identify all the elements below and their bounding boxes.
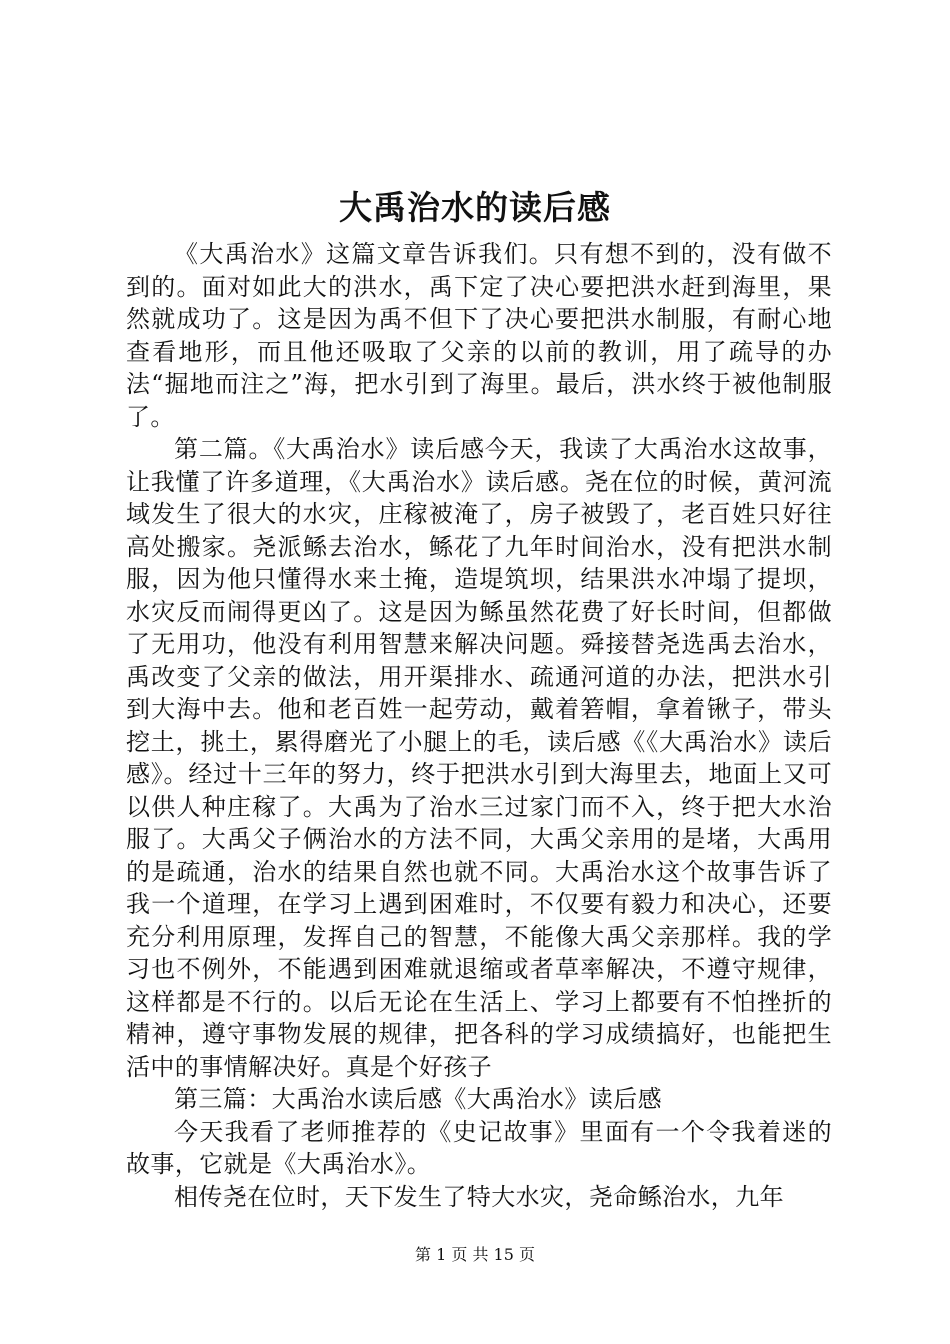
paragraph-3-heading: 第三篇：大禹治水读后感《大禹治水》读后感 [174,1085,662,1113]
document-title: 大禹治水的读后感 [339,188,611,227]
page-footer: 第 1 页 共 15 页 [415,1245,535,1264]
document-body [126,238,832,1213]
paragraph-1: 《大禹治水》这篇文章告诉我们。只有想不到的，没有做不到的。面对如此大的洪水，禹下定了决心要把洪水赶到海里，果然就成功了。这是因为禹不但下了决心要把洪水制服，有耐心地查看地形，而且他还吸取了父亲的以前的教训，用了疏导的办法“掘地而注之”海，把水引到了海里。最后，洪水终于被他制服了。 [126,240,832,431]
paragraph-5: 相传尧在位时，天下发生了特大水灾，尧命鲧治水，九年 [174,1182,784,1211]
paragraph-4: 今天我看了老师推荐的《史记故事》里面有一个令我着迷的故事，它就是《大禹治水》。 [126,1117,832,1178]
paragraph-2: 第二篇。《大禹治水》读后感今天，我读了大禹治水这故事，让我懂了许多道理，《大禹治水》读后感。尧在位的时候，黄河流域发生了很大的水灾，庄稼被淹了，房子被毁了，老百姓只好往高处搬家。尧派鲧去治水，鲧花了九年时间治水，没有把洪水制服，因为他只懂得水来土掩，造堤筑坝，结果洪水冲塌了提坝，水灾反而闹得更凶了。这是因为鲧虽然花费了好长时间，但都做了无用功，他没有利用智慧来解决问题。舜接替尧选禹去治水，禹改变了父亲的做法，用开渠排水、疏通河道的办法，把洪水引到大海中去。他和老百姓一起劳动，戴着箬帽，拿着锹子，带头挖土，挑土，累得磨光了小腿上的毛，读后感《《大禹治水》读后感》。经过十三年的努力，终于把洪水引到大海里去，地面上又可以供人种庄稼了。大禹为了治水三过家门而不入，终于把大水治服了。大禹父子俩治水的方法不同，大禹父亲用的是堵，大禹用的是疏通，治水的结果自然也就不同。大禹治水这个故事告诉了我一个道理，在学习上遇到困难时，不仅要有毅力和决心，还要充分利用原理，发挥自己的智慧，不能像大禹父亲那样。我的学习也不例外，不能遇到困难就退缩或者草率解决，不遵守规律，这样都是不行的。以后无论在生活上、学习上都要有不怕挫折的精神，遵守事物发展的规律，把各科的学习成绩搞好，也能把生活中的事情解决好。真是个好孩子 [126,435,832,1081]
